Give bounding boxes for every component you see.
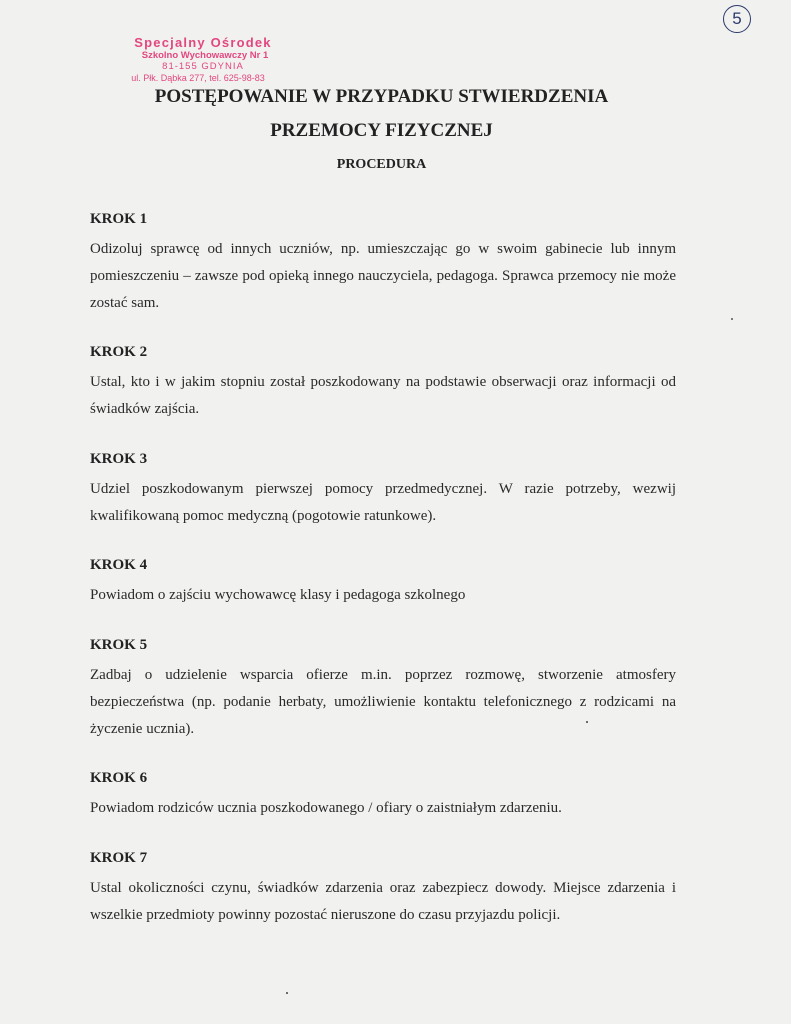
page-number-badge: 5 (723, 5, 751, 33)
school-stamp (118, 36, 288, 83)
scan-speck (731, 318, 733, 320)
step-6 (90, 768, 676, 822)
step-heading: KROK 5 (90, 637, 148, 653)
step-text: Odizoluj sprawcę od innych uczniów, np. umieszczając go w swoim gabinecie lub innym pomieszczeniu – zawsze pod opieką innego nauczyciela, pedagoga. Sprawca przemocy nie może zostać sam. (90, 241, 676, 311)
step-text: Powiadom o zajściu wychowawcę klasy i pedagoga szkolnego (90, 587, 466, 603)
scan-speck (286, 992, 288, 994)
scan-speck (586, 721, 588, 723)
document-subtitle: PROCEDURA (336, 157, 427, 172)
stamp-line-2: Szkolno Wychowawczy Nr 1 (141, 49, 269, 61)
step-heading: KROK 6 (90, 770, 148, 786)
stamp-line-4: ul. Płk. Dąbka 277, tel. 625-98-83 (131, 72, 265, 83)
step-3 (90, 449, 676, 530)
step-text: Ustal, kto i w jakim stopniu został poszkodowany na podstawie obserwacji oraz informacji od świadków zajścia. (90, 374, 676, 417)
step-text: Ustal okoliczności czynu, świadków zdarzenia oraz zabezpiecz dowody. Miejsce zdarzenia i wszelkie przedmioty powinny pozostać nieruszone do czasu przyjazdu policji. (90, 880, 676, 923)
step-text: Udziel poszkodowanym pierwszej pomocy przedmedycznej. W razie potrzeby, wezwij kwalifikowaną pomoc medyczną (pogotowie ratunkowe). (90, 481, 676, 524)
step-4 (90, 555, 676, 609)
step-text: Zadbaj o udzielenie wsparcia ofierze m.in. poprzez rozmowę, stworzenie atmosfery bezpieczeństwa (np. podanie herbaty, umożliwienie kontaktu telefonicznego z rodzicami na życzenie ucznia). (90, 667, 676, 737)
step-heading: KROK 7 (90, 850, 148, 866)
step-heading: KROK 4 (90, 557, 148, 573)
step-heading: KROK 3 (90, 451, 148, 467)
step-text: Powiadom rodziców ucznia poszkodowanego / ofiary o zaistniałym zdarzeniu. (90, 800, 562, 816)
step-7 (90, 848, 676, 929)
document-title-line-1: POSTĘPOWANIE W PRZYPADKU STWIERDZENIA (154, 86, 609, 107)
step-2 (90, 342, 676, 423)
stamp-line-1: Specjalny Ośrodek (134, 35, 272, 50)
step-5 (90, 635, 676, 743)
step-heading: KROK 2 (90, 344, 148, 360)
step-heading: KROK 1 (90, 211, 148, 227)
step-1 (90, 209, 676, 317)
document-title-line-2: PRZEMOCY FIZYCZNEJ (270, 120, 493, 141)
stamp-line-3: 81-155 GDYNIA (162, 60, 244, 72)
